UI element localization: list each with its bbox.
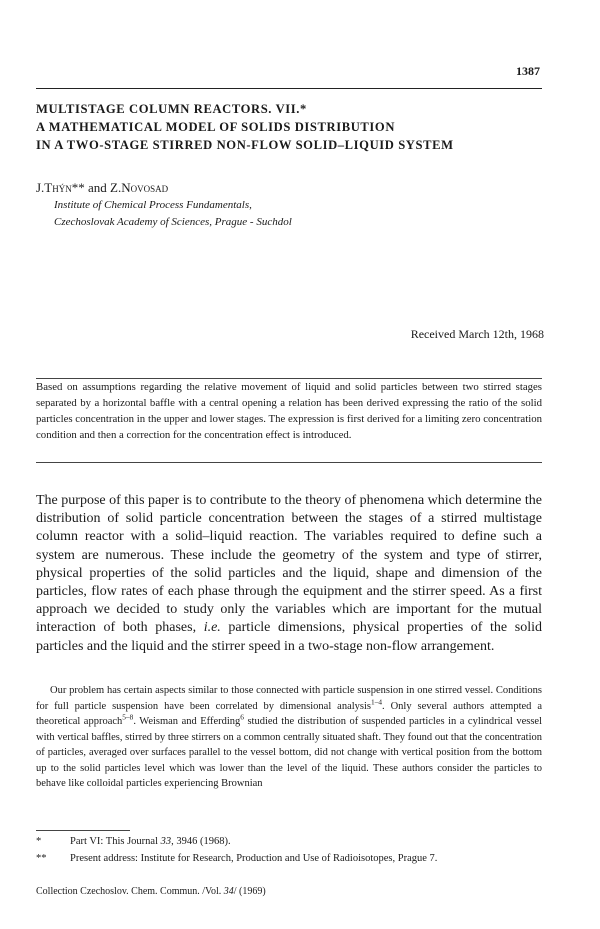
body-text-b: . Only several authors attempted a theoretical approach: [36, 700, 543, 727]
footnote-1-volume: 33: [160, 836, 172, 847]
reference-6: 6: [240, 712, 244, 722]
affiliation-line-2: Czechoslovak Academy of Sciences, Prague - Suchdol: [54, 216, 292, 228]
received-date: Received March 12th, 1968: [410, 327, 544, 341]
footer-text: Collection Czechoslov. Chem. Commun. /Vol.: [36, 886, 224, 897]
intro-ie: i.e.: [203, 620, 221, 636]
page-number: 1387: [516, 64, 540, 78]
title-line-1: MULTISTAGE COLUMN REACTORS. VII.*: [36, 102, 307, 116]
article-title: [36, 100, 556, 154]
title-line-2: A MATHEMATICAL MODEL OF SOLIDS DISTRIBUTION: [36, 120, 396, 134]
intro-text-2: particle dimensions, physical properties of the solid particles and the liquid and the stirrer speed in a two-stage non-flow arrangement.: [36, 620, 542, 654]
affiliation-line-1: Institute of Chemical Process Fundamentals,: [54, 199, 252, 211]
abstract: Based on assumptions regarding the relative movement of liquid and solid particles between two stirred stages separated by a horizontal baffle with a central opening a relation has been derived expressing the ratio of the solid particles concentration in the upper and lower stages. The expression is first derived for a limiting zero concentration condition and then a correction for the concentration effect is introduced.: [36, 381, 542, 441]
reference-1-4: 1–4: [371, 697, 383, 706]
reference-5-8: 5–8: [122, 712, 134, 722]
intro-text-1: The purpose of this paper is to contribute to the theory of phenomena which determine the distribution of solid particle concentration between the stages of a stirred multistage column reactor with a solid–liquid reaction. The variables required to define such a system are numerous. These include the geometry of the system and type of stirrer, physical properties of the solid particles and the liquid, shape and dimension of the particles, flow rates of each phase through the equipment and the stirrer speed. As a first approach we decided to study only the variables which are important for the mutual interaction of both phases,: [36, 493, 542, 636]
author-conjunction: and: [84, 180, 111, 195]
author-1-footnote-mark: **: [71, 180, 85, 195]
footnote-1-text: Part VI: This Journal: [70, 836, 161, 847]
footer-volume: 34: [223, 886, 234, 897]
body-text-a: Our problem has certain aspects similar to those connected with particle suspension in one stirred vessel. Conditions for full particle suspension have been correlated by dimensional analysis: [36, 685, 542, 712]
author-1: J.Thýn: [36, 180, 72, 195]
footnote-1-mark: *: [36, 836, 42, 847]
body-text-d: studied the distribution of suspended particles in a cylindrical vessel with vertical baffles, stirred by three stirrers on a common centrally situated shaft. They found out that the concentration of particles, averaged over surfaces parallel to the vessel bottom, did not change with vertical position from the bottom up to the solid particles level which was lower than the level of the liquid. These authors consider the particles to behave like colloidal particles experiencing Brownian: [36, 716, 542, 789]
body-paragraph: [36, 683, 542, 792]
journal-footer: [36, 886, 266, 897]
footnote-2: [36, 853, 437, 864]
footnote-1-rest: , 3946 (1968).: [171, 836, 231, 847]
title-line-3: IN A TWO-STAGE STIRRED NON-FLOW SOLID–LIQUID SYSTEM: [36, 138, 454, 152]
footer-rest: / (1969): [233, 886, 266, 897]
footnote-2-mark: **: [36, 853, 47, 864]
intro-paragraph: [36, 492, 542, 656]
header-rule: [36, 88, 542, 89]
abstract-rule-bottom: [36, 462, 542, 463]
body-text-c: . Weisman and Efferding: [133, 716, 241, 727]
footnote-1: [36, 836, 231, 847]
footnote-2-text: Present address: Institute for Research, Production and Use of Radioisotopes, Prague 7.: [70, 853, 438, 864]
author-line: [36, 180, 168, 196]
author-2: Z.Novosad: [110, 180, 169, 195]
footnote-rule: [36, 830, 130, 831]
